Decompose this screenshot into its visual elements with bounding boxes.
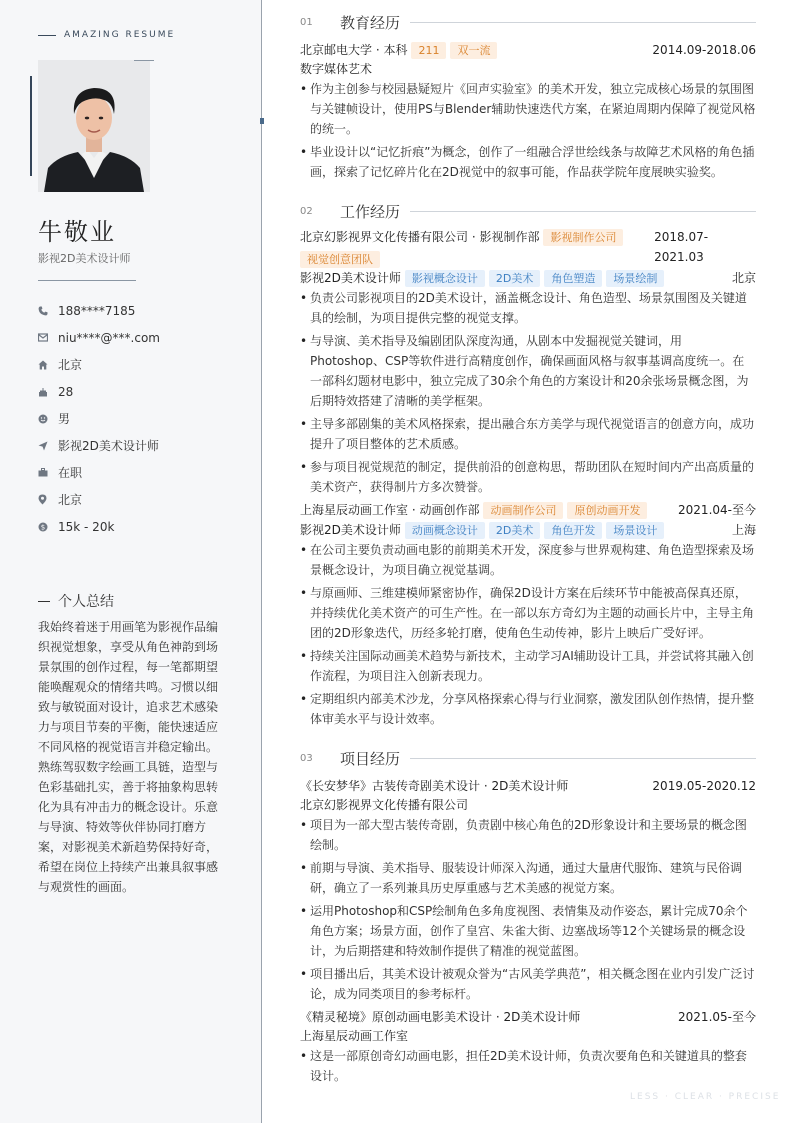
cake-icon <box>38 385 58 399</box>
job-city: 北京 <box>731 271 756 285</box>
list-item: • 项目播出后，其美术设计被观众誉为“古风美学典范”，相关概念图在业内引发广泛讨论，成为同类项目的参考标杆。 <box>300 964 756 1004</box>
project-bullets <box>300 1046 756 1086</box>
section-title: 项目经历 <box>340 749 401 768</box>
job-bullets <box>300 288 756 497</box>
list-item: • 项目为一部大型古装传奇剧，负责剧中核心角色的2D形象设计和主要场景的概念图绘制。 <box>300 815 756 855</box>
section-number: 02 <box>300 205 313 217</box>
skill-tag: 场景设计 <box>606 522 664 539</box>
photo-accent-bar <box>30 76 32 176</box>
main-content <box>300 10 756 1089</box>
divider <box>38 280 136 281</box>
list-item: • 前期与导演、美术指导、服装设计师深入沟通，通过大量唐代服饰、建筑与民俗调研，确立了一系列兼具历史厚重感与艺术美感的视觉方案。 <box>300 858 756 898</box>
project-bullets <box>300 815 756 1004</box>
avatar-frame <box>38 60 150 192</box>
briefcase-icon <box>38 466 58 480</box>
list-item: • 负责公司影视项目的2D美术设计，涵盖概念设计、角色造型、场景氛围图及关键道具的绘制，为项目提供完整的视觉支撑。 <box>300 288 756 328</box>
project-period: 2019.05-2020.12 <box>652 779 756 793</box>
portrait-image <box>38 60 150 192</box>
section-education-heading <box>300 10 756 34</box>
brand-text: AMAZING RESUME <box>64 30 176 40</box>
salary-text: 15k - 20k <box>58 519 115 534</box>
svg-text:$: $ <box>40 523 46 532</box>
info-salary <box>38 513 160 540</box>
email-text: niu****@***.com <box>58 330 160 345</box>
skill-tag: 2D美术 <box>489 522 540 539</box>
job-period: 2021.04-至今 <box>678 503 756 517</box>
job-header <box>300 227 756 268</box>
list-item: • 作为主创参与校园悬疑短片《回声实验室》的美术开发，独立完成核心场景的氛围图与关键帧设计，使用PS与Blender辅助快速迭代方案，在紧迫周期内保障了视觉风格的统一。 <box>300 79 756 139</box>
school-name: 北京邮电大学 · 本科 <box>300 43 408 57</box>
info-position <box>38 432 160 459</box>
list-item: • 毕业设计以“记忆折痕”为概念，创作了一组融合浮世绘线条与故障艺术风格的角色插画，探索了记忆碎片化在2D视觉中的叙事可能，作品获学院年度展映实验奖。 <box>300 142 756 182</box>
section-number: 01 <box>300 16 313 28</box>
gender-text: 男 <box>58 412 71 426</box>
section-number: 03 <box>300 752 313 764</box>
project-entry <box>300 776 756 1004</box>
section-title: 教育经历 <box>340 13 401 32</box>
info-location <box>38 486 160 513</box>
age-text: 28 <box>58 384 74 399</box>
company-tag: 动画制作公司 <box>483 502 563 519</box>
skill-tag: 动画概念设计 <box>405 522 485 539</box>
profile-title: 影视2D美术设计师 <box>38 252 131 265</box>
location-icon <box>38 493 58 507</box>
school-tag: 双一流 <box>450 42 497 59</box>
brand <box>38 30 175 40</box>
education-bullets <box>300 79 756 182</box>
section-rule <box>410 758 756 759</box>
avatar <box>38 60 150 192</box>
info-home <box>38 351 160 378</box>
project-period: 2021.05-至今 <box>678 1010 756 1024</box>
contact-info-list <box>38 297 160 540</box>
footer-watermark: LESS · CLEAR · PRECISE <box>630 1092 781 1102</box>
salary-icon <box>38 520 58 534</box>
job-role-row <box>300 520 756 540</box>
info-gender <box>38 405 160 432</box>
phone-text: 188****7185 <box>58 303 136 318</box>
project-name: 《长安梦华》古装传奇剧美术设计 · 2D美术设计师 <box>300 779 569 793</box>
info-age <box>38 378 160 405</box>
divider-marker <box>260 118 264 124</box>
list-item: • 运用Photoshop和CSP绘制角色多角度视图、表情集及动作姿态，累计完成70余个角色方案；场景方面，创作了皇宫、朱雀大街、边塞战场等12个关键场景的概念设计，为后期搭建和特效制作提供了精准的视觉蓝图。 <box>300 901 756 961</box>
education-header <box>300 40 756 60</box>
info-email <box>38 324 160 351</box>
photo-top-line <box>134 60 154 61</box>
company-name: 上海星辰动画工作室 · 动画创作部 <box>300 503 480 517</box>
list-item: • 主导多部剧集的美术风格探索，提出融合东方美学与现代视觉语言的创意方向，成功提升了项目整体的艺术质感。 <box>300 414 756 454</box>
section-work-heading <box>300 199 756 223</box>
education-period: 2014.09-2018.06 <box>652 43 756 57</box>
company-name: 北京幻影视界文化传播有限公司 · 影视制作部 <box>300 230 540 244</box>
section-projects-heading <box>300 746 756 770</box>
list-item: • 参与项目视觉规范的制定，提供前沿的创意构思，帮助团队在短时间内产出高质量的美术资产，获得制片方多次赞誉。 <box>300 457 756 497</box>
job-entry <box>300 500 756 729</box>
info-status <box>38 459 160 486</box>
job-entry <box>300 227 756 497</box>
project-org: 北京幻影视界文化传播有限公司 <box>300 798 469 812</box>
project-org: 上海星辰动画工作室 <box>300 1029 409 1043</box>
job-role-row <box>300 268 756 288</box>
brand-line <box>38 35 56 36</box>
home-icon <box>38 358 58 372</box>
skill-tag: 2D美术 <box>489 270 540 287</box>
job-period: 2018.07-2021.03 <box>654 230 709 264</box>
info-phone <box>38 297 160 324</box>
section-rule <box>410 211 756 212</box>
summary-heading <box>38 591 114 611</box>
smile-icon <box>38 412 58 426</box>
list-item: • 与原画师、三维建模师紧密协作，确保2D设计方案在后续环节中能被高保真还原，并持续优化美术资产的可生产性。在一部以东方奇幻为主题的动画长片中，主导主角团的2D形象迭代，历经多轮打磨，使角色生动传神，影片上映后广受好评。 <box>300 583 756 643</box>
list-item: • 与导演、美术指导及编剧团队深度沟通，从剧本中发掘视觉关键词，用Photoshop、CSP等软件进行高精度创作，确保画面风格与叙事基调高度统一。在一部科幻题材电影中，独立完成了30余个角色的方案设计和20余张场景概念图，为后期特效搭建了清晰的美学框架。 <box>300 331 756 411</box>
send-icon <box>38 439 58 453</box>
project-header <box>300 776 756 796</box>
job-header <box>300 500 756 520</box>
summary-text: 我始终着迷于用画笔为影视作品编织视觉想象，享受从角色神韵到场景氛围的创作过程，每一笔都期望能唤醒观众的情绪共鸣。习惯以细致与敏锐面对设计，追求艺术感染力与项目节奏的平衡，能快速适应不同风格的视觉语言并稳定输出。熟练驾驭数字绘画工具链，造型与色彩基础扎实，善于将抽象构思转化为具有冲击力的概念设计。乐意与导演、特效等伙伴协同打磨方案，对影视美术新趋势保持好奇，希望在岗位上持续产出兼具叙事感与观赏性的画面。 <box>38 620 219 894</box>
school-tag: 211 <box>411 42 446 59</box>
email-icon <box>38 331 58 345</box>
company-tag: 原创动画开发 <box>567 502 647 519</box>
home-text: 北京 <box>58 358 83 372</box>
project-entry <box>300 1007 756 1086</box>
location-text: 北京 <box>58 493 83 507</box>
job-role: 影视2D美术设计师 <box>300 271 401 285</box>
company-tag: 影视制作公司 <box>543 229 623 246</box>
project-name: 《精灵秘境》原创动画电影美术设计 · 2D美术设计师 <box>300 1010 581 1024</box>
skill-tag: 影视概念设计 <box>405 270 485 287</box>
profile-name: 牛敬业 <box>38 218 116 246</box>
list-item: • 这是一部原创奇幻动画电影，担任2D美术设计师，负责次要角色和关键道具的整套设计。 <box>300 1046 756 1086</box>
skill-tag: 场景绘制 <box>606 270 664 287</box>
company-tag: 视觉创意团队 <box>300 251 380 268</box>
list-item: • 定期组织内部美术沙龙，分享风格探索心得与行业洞察，激发团队创作热情，提升整体审美水平与设计效率。 <box>300 689 756 729</box>
summary-title: 个人总结 <box>58 594 114 610</box>
job-role: 影视2D美术设计师 <box>300 523 401 537</box>
sidebar <box>0 0 262 1123</box>
section-title: 工作经历 <box>340 202 401 221</box>
list-item: • 在公司主要负责动画电影的前期美术开发，深度参与世界观构建、角色造型探索及场景概念设计，为项目确立视觉基调。 <box>300 540 756 580</box>
status-text: 在职 <box>58 466 83 480</box>
project-header <box>300 1007 756 1027</box>
skill-tag: 角色塑造 <box>544 270 602 287</box>
job-bullets <box>300 540 756 729</box>
summary-dash <box>38 601 50 602</box>
list-item: • 持续关注国际动画美术趋势与新技术，主动学习AI辅助设计工具，并尝试将其融入创作流程，为项目注入创新表现力。 <box>300 646 756 686</box>
job-city: 上海 <box>731 523 756 537</box>
phone-icon <box>38 304 58 318</box>
position-text: 影视2D美术设计师 <box>58 439 159 453</box>
skill-tag: 角色开发 <box>544 522 602 539</box>
education-major: 数字媒体艺术 <box>300 62 373 76</box>
section-rule <box>410 22 756 23</box>
